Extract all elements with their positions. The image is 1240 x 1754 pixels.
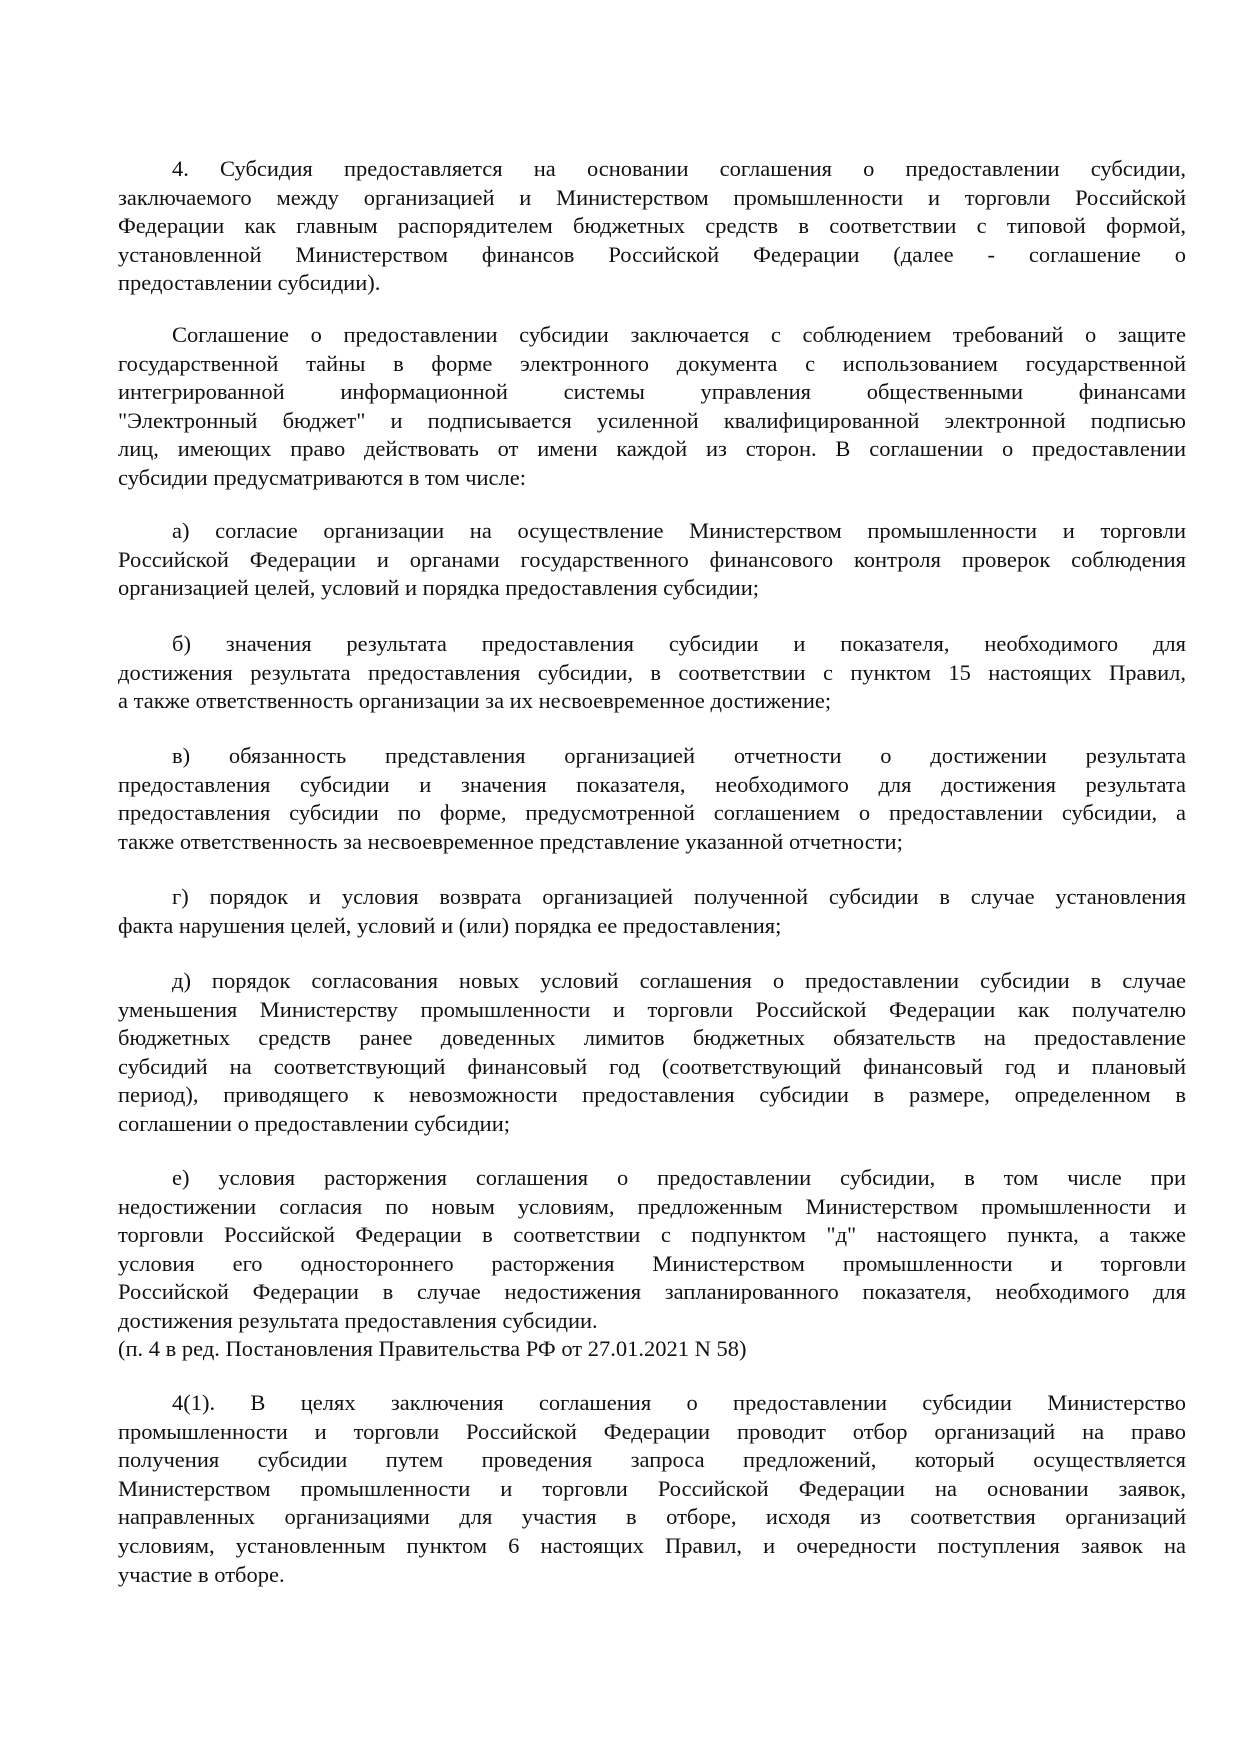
text-line: а) согласие организации на осуществление Министерством промышленности и торговли [172, 518, 1186, 543]
text-line: Соглашение о предоставлении субсидии заключается с соблюдением требований о защите [172, 322, 1186, 347]
text-line: промышленности и торговли Российской Федерации проводит отбор организаций на право [118, 1418, 1186, 1444]
text-line: предоставления субсидии и значения показателя, необходимого для достижения результата [118, 771, 1186, 797]
text-line: установленной Министерством финансов Российской Федерации (далее - соглашение о [118, 241, 1186, 267]
text-line: условия его одностороннего расторжения Министерством промышленности и торговли [118, 1250, 1186, 1276]
text-line: направленных организациями для участия в отборе, исходя из соответствия организаций [118, 1504, 1186, 1530]
text-line: лиц, имеющих право действовать от имени каждой из сторон. В соглашении о предоставлении [118, 436, 1186, 462]
text-line: недостижении согласия по новым условиям, предложенным Министерством промышленности и [118, 1193, 1186, 1219]
text-line: Российской Федерации и органами государственного финансового контроля проверок соблюдения [118, 546, 1186, 572]
text-line: предоставлении субсидии). [118, 270, 381, 296]
text-line: заключаемого между организацией и Министерством промышленности и торговли Российской [118, 184, 1186, 210]
text-line: интегрированной информационной системы управления общественными финансами [118, 379, 1186, 405]
text-line: период), приводящего к невозможности предоставления субсидии в размере, определенном в [118, 1082, 1186, 1108]
item-b [118, 630, 1186, 716]
item-e [118, 1164, 1186, 1336]
item-a [118, 517, 1186, 603]
text-line: субсидии предусматриваются в том числе: [118, 464, 526, 490]
text-line: факта нарушения целей, условий и (или) порядка ее предоставления; [118, 912, 782, 938]
text-line: участие в отборе. [118, 1561, 285, 1587]
text-line: (п. 4 в ред. Постановления Правительства РФ от 27.01.2021 N 58) [118, 1336, 747, 1361]
item-g [118, 883, 1186, 940]
text-line: субсидий на соответствующий финансовый год (соответствующий финансовый год и плановый [118, 1053, 1186, 1079]
text-line: д) порядок согласования новых условий соглашения о предоставлении субсидии в случае [172, 968, 1186, 993]
para-4 [118, 155, 1186, 298]
text-line: а также ответственность организации за их несвоевременное достижение; [118, 688, 832, 714]
text-line: Федерации как главным распорядителем бюджетных средств в соответствии с типовой формой, [118, 213, 1186, 239]
text-line: уменьшения Министерству промышленности и торговли Российской Федерации как получателю [118, 996, 1186, 1022]
text-line: бюджетных средств ранее доведенных лимитов бюджетных обязательств на предоставление [118, 1025, 1186, 1051]
text-line: достижения результата предоставления субсидии. [118, 1307, 598, 1333]
text-line: е) условия расторжения соглашения о предоставлении субсидии, в том числе при [172, 1165, 1186, 1190]
para-agreement [118, 321, 1186, 493]
edition-note [118, 1335, 1186, 1364]
text-line: получения субсидии путем проведения запроса предложений, который осуществляется [118, 1447, 1186, 1473]
text-line: "Электронный бюджет" и подписывается усиленной квалифицированной электронной подписью [118, 407, 1186, 433]
text-line: в) обязанность представления организацией отчетности о достижении результата [172, 743, 1186, 768]
text-line: Министерством промышленности и торговли Российской Федерации на основании заявок, [118, 1475, 1186, 1501]
text-line: Российской Федерации в случае недостижения запланированного показателя, необходимого для [118, 1279, 1186, 1305]
text-line: 4(1). В целях заключения соглашения о предоставлении субсидии Министерство [172, 1390, 1186, 1415]
text-line: также ответственность за несвоевременное представление указанной отчетности; [118, 828, 903, 854]
text-line: предоставления субсидии по форме, предусмотренной соглашением о предоставлении субсидии, а [118, 800, 1186, 826]
text-line: б) значения результата предоставления субсидии и показателя, необходимого для [172, 631, 1186, 656]
text-line: 4. Субсидия предоставляется на основании соглашения о предоставлении субсидии, [172, 156, 1186, 181]
para-4-1 [118, 1389, 1186, 1589]
text-line: соглашении о предоставлении субсидии; [118, 1110, 510, 1136]
text-line: достижения результата предоставления субсидии, в соответствии с пунктом 15 настоящих Правил, [118, 659, 1186, 685]
text-line: организацией целей, условий и порядка предоставления субсидии; [118, 575, 760, 601]
text-line: условиям, установленным пунктом 6 настоящих Правил, и очередности поступления заявок на [118, 1532, 1186, 1558]
item-v [118, 742, 1186, 856]
text-line: государственной тайны в форме электронного документа с использованием государственной [118, 350, 1186, 376]
text-line: торговли Российской Федерации в соответствии с подпунктом "д" настоящего пункта, а также [118, 1222, 1186, 1248]
text-line: г) порядок и условия возврата организацией полученной субсидии в случае установления [172, 884, 1186, 909]
item-d [118, 967, 1186, 1139]
